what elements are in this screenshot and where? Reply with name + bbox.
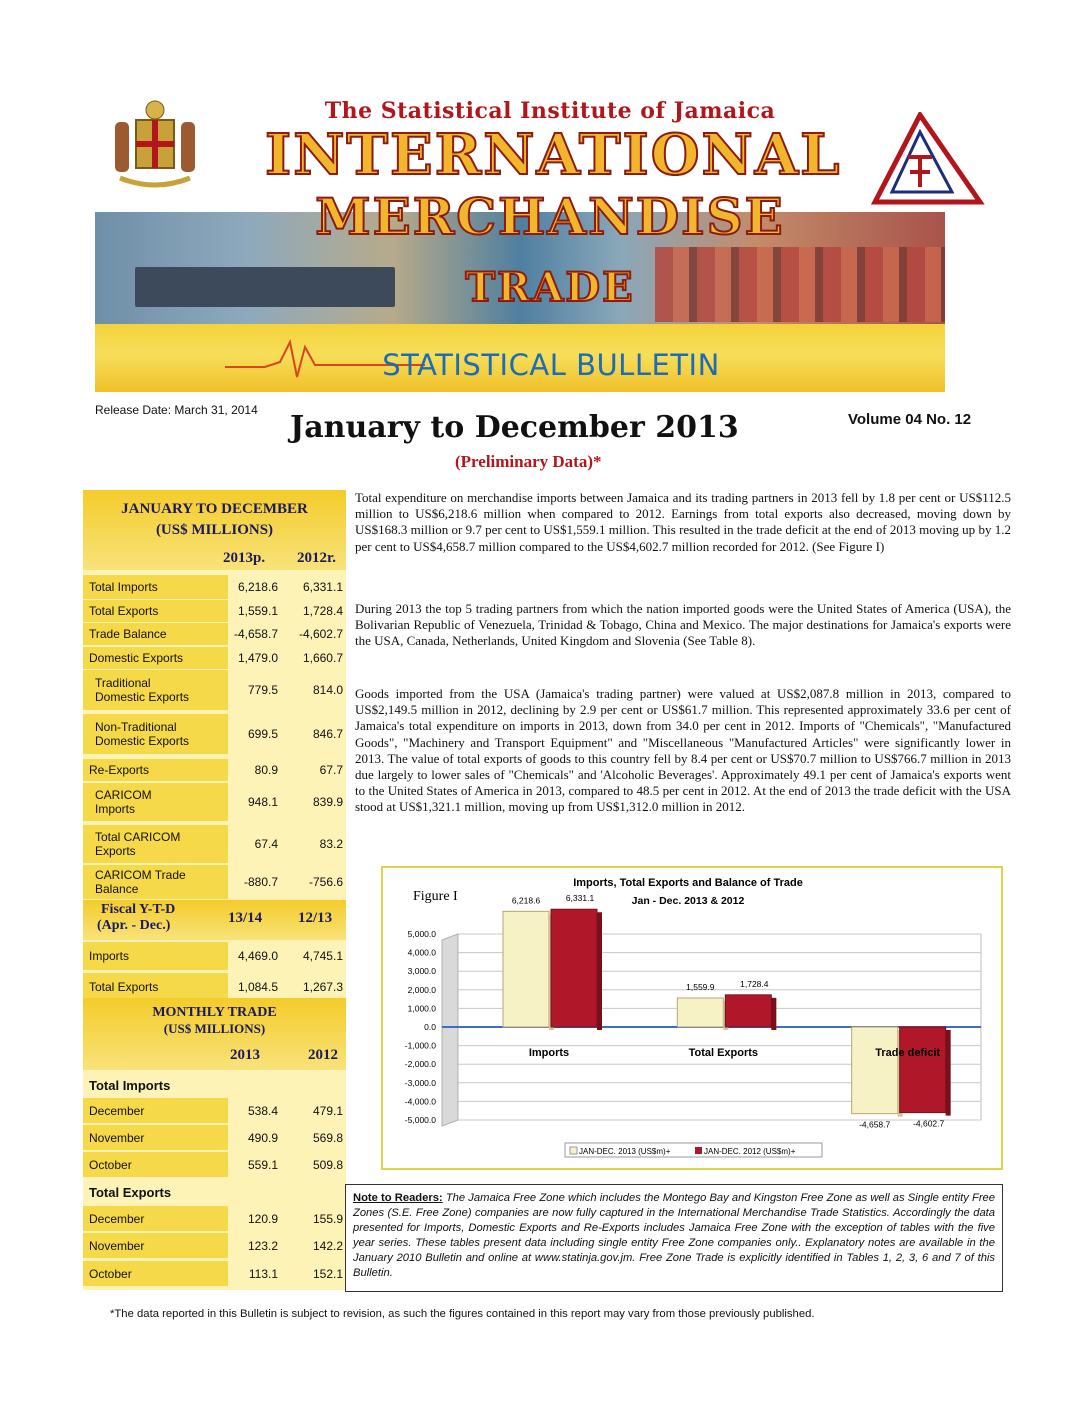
row-label <box>95 868 186 896</box>
value-current: 1,084.5 <box>237 980 278 994</box>
footnote: *The data reported in this Bulletin is subject to revision, as such the figures contained in this report may vary from those previously published. <box>110 1308 815 1320</box>
note-to-readers <box>345 1184 1003 1292</box>
row-label-line: November <box>89 1130 145 1145</box>
row-label <box>89 1131 144 1145</box>
annual-row <box>83 714 346 754</box>
y-tick-label: -2,000.0 <box>404 1059 436 1070</box>
data-label: 6,331.1 <box>565 893 595 904</box>
value-previous: 1,728.4 <box>302 604 343 618</box>
y-tick-label: -3,000.0 <box>404 1077 436 1088</box>
value-previous: 509.8 <box>312 1157 343 1172</box>
annual-row <box>83 865 346 899</box>
paragraph-overview: Total expenditure on merchandise imports between Jamaica and its trading partners in 2013 fell by 1.8 per cent or US$112.5 million to US$6,218.6 million when compared to 2012. Earnings from total exports also decreased, moving down by US$168.3 million or 9.7 per cent to US$1,559.1 million. This resulted in the trade deficit at the end of 2013 moving up by 1.2 per cent to US$4,658.7 million compared to the US$4,602.7 million recorded for 2012. (See Figure I) <box>355 490 1011 554</box>
chart-bar <box>551 909 597 1027</box>
institute-name: The Statistical Institute of Jamaica <box>324 98 776 124</box>
y-tick-label: -1,000.0 <box>404 1040 436 1051</box>
value-previous: 155.9 <box>312 1211 343 1226</box>
monthly-export-row <box>83 1261 346 1286</box>
value-current: 1,479.0 <box>237 651 278 665</box>
chart-bar-side <box>597 912 602 1030</box>
value-current: 80.9 <box>254 763 278 777</box>
report-period-title: January to December 2013 <box>290 410 739 445</box>
monthly-import-row <box>83 1125 346 1150</box>
row-label-line: Traditional <box>95 676 151 690</box>
fiscal-row <box>83 942 346 970</box>
value-previous: 152.1 <box>312 1266 343 1281</box>
legend-swatch <box>695 1147 702 1154</box>
category-label: Imports <box>528 1047 570 1059</box>
value-previous: 846.7 <box>312 727 343 741</box>
row-label-line: CARICOM <box>95 788 152 802</box>
annual-row <box>83 575 346 599</box>
annual-title: JANUARY TO DECEMBER <box>121 501 308 517</box>
legend-item: JAN-DEC. 2013 (US$m)+ <box>579 1147 671 1156</box>
release-date: Release Date: March 31, 2014 <box>95 403 258 417</box>
figure-1-chart <box>381 866 1003 1170</box>
row-label-line: October <box>89 1266 132 1281</box>
legend-swatch <box>570 1147 577 1154</box>
value-previous: 83.2 <box>319 837 343 851</box>
figure-label: Figure I <box>413 889 458 904</box>
value-current: 113.1 <box>248 1266 278 1281</box>
monthly-export-row <box>83 1233 346 1258</box>
fiscal-col-2: 12/13 <box>298 910 333 926</box>
title-line-1: INTERNATIONAL <box>265 122 842 188</box>
value-current: 120.9 <box>247 1211 278 1226</box>
row-label <box>89 1158 132 1172</box>
row-label <box>89 651 183 665</box>
value-previous: 569.8 <box>312 1130 343 1145</box>
volume-number: Volume 04 No. 12 <box>848 411 972 428</box>
chart-bar <box>677 998 723 1027</box>
row-label <box>89 763 149 777</box>
row-label-line: Domestic Exports <box>89 651 184 665</box>
y-tick-label: 5,000.0 <box>407 929 436 939</box>
value-previous: 67.7 <box>319 763 343 777</box>
fiscal-row <box>83 973 346 1001</box>
data-label: 1,728.4 <box>740 978 769 989</box>
y-tick-label: 4,000.0 <box>407 947 436 958</box>
row-label <box>89 1267 132 1281</box>
row-label <box>95 720 189 748</box>
chart-bar <box>900 1027 946 1113</box>
value-previous: 1,267.3 <box>302 980 343 994</box>
row-label-line: December <box>89 1211 145 1226</box>
value-current: 4,469.0 <box>237 949 278 963</box>
row-label <box>95 788 152 816</box>
annual-row <box>83 825 346 863</box>
chart-title: Imports, Total Exports and Balance of Trade <box>573 877 803 889</box>
monthly-col-1: 2013 <box>230 1047 260 1063</box>
row-label <box>89 1239 144 1253</box>
monthly-import-row <box>83 1098 346 1123</box>
row-label-line: Imports <box>89 949 130 963</box>
value-current: 538.4 <box>247 1103 278 1118</box>
value-previous: -4,602.7 <box>298 627 343 641</box>
value-current: -4,658.7 <box>233 627 278 641</box>
row-label-line: CARICOM Trade <box>95 868 186 882</box>
chart-canvas <box>383 868 1001 1168</box>
row-label <box>95 830 180 858</box>
value-current: 699.5 <box>247 727 278 741</box>
monthly-export-row <box>83 1206 346 1231</box>
annual-row <box>83 783 346 821</box>
row-label-line: Total Imports <box>89 580 158 594</box>
row-label-line: October <box>89 1157 132 1172</box>
fiscal-title: Fiscal Y-T-D <box>101 902 176 917</box>
chart-bar-side <box>946 1030 951 1116</box>
row-label-line: Imports <box>95 802 136 816</box>
row-label <box>89 949 129 963</box>
fiscal-subtitle: (Apr. - Dec.) <box>97 918 171 933</box>
y-tick-label: 2,000.0 <box>407 984 436 995</box>
data-label: -4,658.7 <box>859 1119 891 1130</box>
paragraph-usa-trade: Goods imported from the USA (Jamaica's trading partner) were valued at US$2,087.8 million in 2013, compared to US$2,149.5 million in 2012, declining by 2.9 per cent or US$61.7 million. This represented approximately 33.6 per cent of Jamaica's total expenditure on imports in 2013, down from 34.0 per cent in 2012. Imports of "Chemicals", "Manufactured Goods", "Machinery and Transport Equipment" and "Miscellaneous "Manufactured Articles" were significantly lower in 2013. The value of total exports of goods to this country fell by 8.4 per cent or US$70.7 million to US$766.7 million in 2013 due largely to lower sales of "Chemicals" and 'Alcoholic Beverages'. Approximately 49.1 per cent of Jamaica's exports went to the United States of America in 2013, compared to 48.5 per cent in 2012. At the end of 2013 the trade deficit with the USA stood at US$1,321.1 million, moving up from US$1,312.0 million in 2012. <box>355 686 1011 815</box>
row-label <box>89 604 158 618</box>
title-line-3: TRADE <box>465 264 635 311</box>
chart-side-wall <box>442 934 458 1126</box>
jamaica-coat-of-arms-icon <box>100 92 210 202</box>
bulletin-label: STATISTICAL BULLETIN <box>382 348 720 382</box>
annual-row <box>83 670 346 710</box>
monthly-title: MONTHLY TRADE <box>152 1005 277 1020</box>
row-label <box>89 980 158 994</box>
annual-row <box>83 623 346 645</box>
row-label-line: Domestic Exports <box>95 690 190 704</box>
y-tick-label: 1,000.0 <box>407 1003 436 1014</box>
row-label-line: Re-Exports <box>89 763 150 777</box>
paragraph-trading-partners: During 2013 the top 5 trading partners from which the nation imported goods were the United States of America (USA), the Bolivarian Republic of Venezuela, Trinidad & Tobago, China and Mexico. The major destinations for Jamaica's exports were the USA, Canada, Netherlands, United Kingdom and Slovenia (See Table 8). <box>355 601 1011 649</box>
value-previous: 1,660.7 <box>302 651 343 665</box>
y-tick-label: -5,000.0 <box>404 1115 436 1125</box>
value-current: 948.1 <box>247 795 278 809</box>
fiscal-col-1: 13/14 <box>228 910 263 926</box>
chart-bar-side <box>771 998 776 1030</box>
annual-units: (US$ MILLIONS) <box>155 522 274 538</box>
monthly-exports-label: Total Exports <box>89 1185 172 1200</box>
value-previous: 142.2 <box>312 1238 343 1253</box>
row-label-line: Total Exports <box>89 604 159 618</box>
chart-bar <box>503 911 549 1027</box>
row-label-line: November <box>89 1238 145 1253</box>
y-tick-label: 3,000.0 <box>407 966 436 977</box>
summary-sidebar <box>83 490 346 1290</box>
annual-row <box>83 759 346 781</box>
containers-image <box>655 247 945 322</box>
monthly-col-2: 2012 <box>308 1047 338 1063</box>
category-label: Total Exports <box>688 1047 759 1059</box>
value-current: 67.4 <box>254 837 278 851</box>
row-label <box>95 676 189 704</box>
note-heading: Note to Readers: <box>353 1192 443 1204</box>
row-label-line: Exports <box>95 844 136 858</box>
value-previous: 6,331.1 <box>302 580 343 594</box>
annual-row <box>83 600 346 622</box>
value-current: 6,218.6 <box>237 580 278 594</box>
row-label <box>89 1104 144 1118</box>
title-line-2: MERCHANDISE <box>315 187 785 246</box>
data-label: 1,559.9 <box>686 981 715 992</box>
row-label-line: Trade Balance <box>89 627 167 641</box>
value-current: -880.7 <box>243 875 278 889</box>
row-label-line: Total CARICOM <box>95 830 181 844</box>
chart-bar <box>852 1027 898 1114</box>
annual-row <box>83 647 346 669</box>
value-current: 123.2 <box>247 1238 278 1253</box>
value-current: 1,559.1 <box>237 604 278 618</box>
header-banner <box>95 92 945 392</box>
value-current: 559.1 <box>247 1157 278 1172</box>
monthly-import-row <box>83 1152 346 1177</box>
data-label: 6,218.6 <box>511 895 541 906</box>
legend-item: JAN-DEC. 2012 (US$m)+ <box>704 1147 796 1156</box>
row-label-line: December <box>89 1103 145 1118</box>
value-current: 779.5 <box>247 683 278 697</box>
row-label-line: Non-Traditional <box>95 720 177 734</box>
value-previous: 4,745.1 <box>302 949 343 963</box>
value-previous: 479.1 <box>312 1103 343 1118</box>
col-2012r: 2012r. <box>297 550 337 566</box>
chart-subtitle: Jan - Dec. 2013 & 2012 <box>631 895 745 907</box>
preliminary-note: (Preliminary Data)* <box>455 452 602 471</box>
monthly-imports-label: Total Imports <box>89 1078 171 1093</box>
statin-logo-icon <box>870 112 985 207</box>
chart-bar <box>725 995 771 1027</box>
category-label: Trade deficit <box>875 1047 941 1059</box>
cargo-ship-image <box>135 267 395 307</box>
row-label <box>89 627 167 641</box>
value-current: 490.9 <box>247 1130 278 1145</box>
y-tick-label: -4,000.0 <box>404 1096 436 1107</box>
value-previous: 814.0 <box>312 683 343 697</box>
y-tick-label: 0.0 <box>424 1022 436 1032</box>
data-label: -4,602.7 <box>913 1118 945 1129</box>
row-label <box>89 1212 144 1226</box>
row-label <box>89 580 158 594</box>
row-label-line: Total Exports <box>89 980 159 994</box>
value-previous: -756.6 <box>308 875 343 889</box>
col-2013p: 2013p. <box>223 550 266 566</box>
monthly-units: (US$ MILLIONS) <box>163 1021 266 1036</box>
row-label-line: Balance <box>95 882 139 896</box>
note-text: The Jamaica Free Zone which includes the Montego Bay and Kingston Free Zone as well as Single entity Free Zones (S.E. Free Zone) companies are now fully captured in the International Merchandise Trade Statistics. Accordingly the data presented for Imports, Domestic Exports and Re-Exports includes Jamaica Free Zone with the exception of tables with the five year series. These tables present data including single entity Free Zone companies only.. Explanatory notes are available in the January 2010 Bulletin and online at www.statinja.gov.jm. Free Zone Trade is explicitly identified in Tables 1, 2, 3, 6 and 7 of this Bulletin. <box>353 1192 995 1279</box>
value-previous: 839.9 <box>312 795 343 809</box>
row-label-line: Domestic Exports <box>95 734 190 748</box>
